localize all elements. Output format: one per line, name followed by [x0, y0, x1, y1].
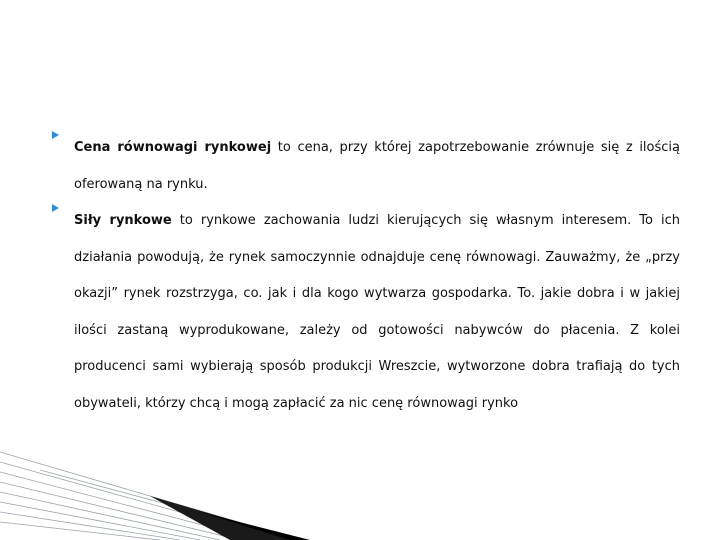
bullet-text: to cena, przy której zapotrzebowanie zrównuje się z ilością oferowaną na rynku. [74, 140, 680, 192]
bullet-arrow-icon [52, 131, 59, 139]
bullet-term: Cena równowagi rynkowej [74, 140, 272, 155]
bullet-term: Siły rynkowe [74, 213, 172, 228]
bullet-arrow-icon [52, 204, 59, 212]
bullet-text: to rynkowe zachowania ludzi kierujących się własnym interesem. To ich działania powodują, że rynek samoczynnie odnajduje cenę równowagi. Zauważmy, że „przy okazji” rynek rozstrzyga, co. jak i dla kogo wytwarza gospodarka. To. jakie dobra i w jakiej ilości zastaną wyprodukowane, zależy od gotowości nabywców do płacenia. Z kolei producenci sami wybierają sposób produkcji Wreszcie, wytworzone dobra trafiają do tych obywateli, którzy chcą i mogą zapłacić za nic cenę równowagi rynko [74, 213, 680, 411]
bullet-list [50, 130, 680, 422]
bullet-item-equilibrium-price [50, 130, 680, 203]
bullet-item-market-forces [50, 203, 680, 422]
